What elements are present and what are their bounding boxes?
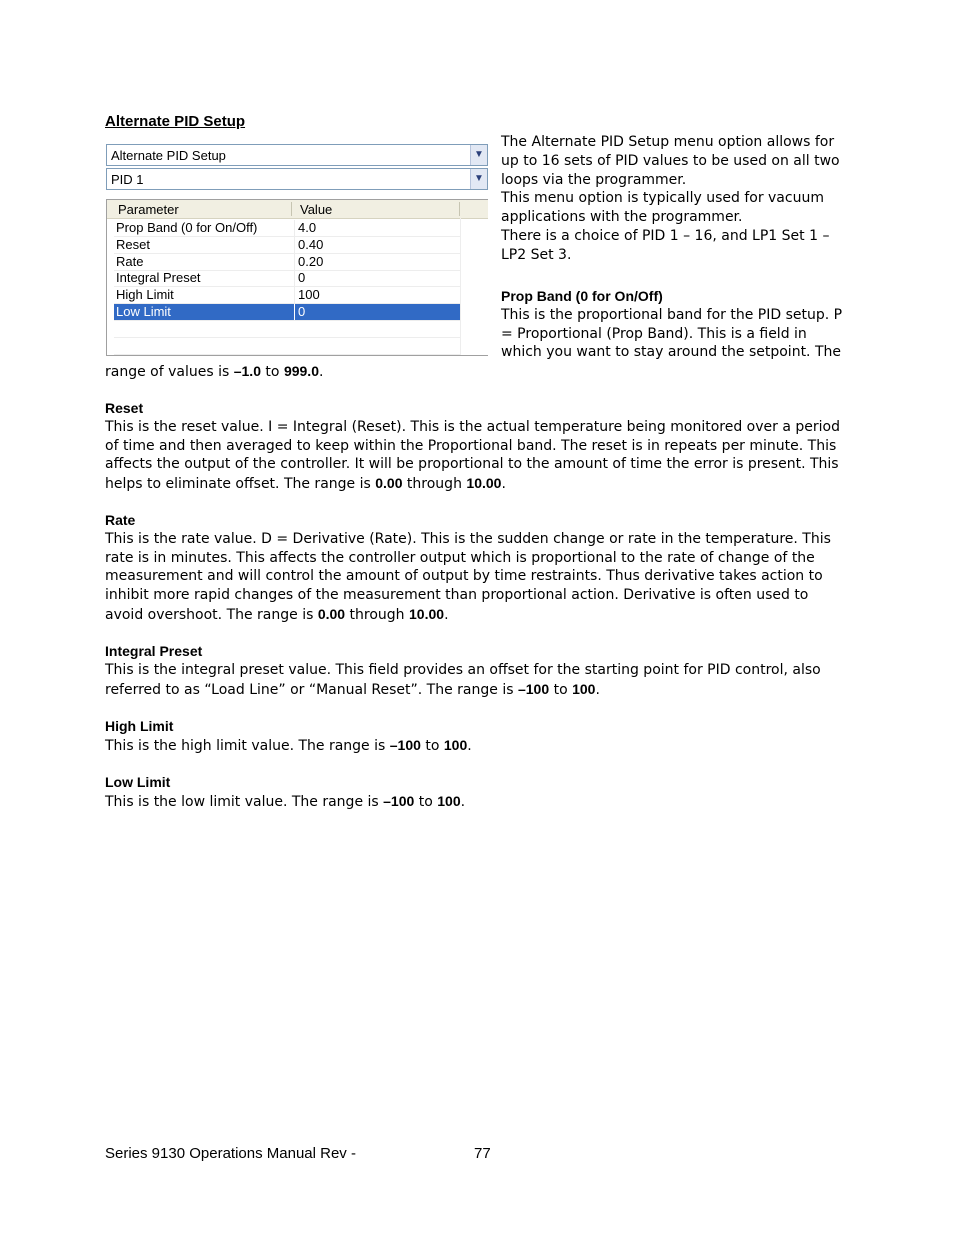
value-cell[interactable]: 0: [298, 270, 306, 285]
range-min: 0.00: [317, 605, 346, 622]
high-limit-section: [105, 717, 850, 756]
range-max: 100: [443, 736, 468, 753]
range-end: .: [467, 737, 472, 754]
range-max: 100: [437, 792, 461, 809]
parameter-grid: [106, 199, 488, 356]
section-heading: Integral Preset: [105, 643, 203, 659]
range-joiner: to: [420, 737, 444, 754]
page-title: Alternate PID Setup: [105, 113, 246, 130]
section-heading: Reset: [105, 400, 144, 416]
intro-paragraph: The Alternate PID Setup menu option allows for up to 16 sets of PID values to be used on all two loops via the programmer.: [501, 134, 840, 188]
range-joiner: through: [402, 476, 467, 493]
table-row-selected[interactable]: [114, 304, 460, 321]
range-end: .: [595, 681, 600, 698]
value-cell[interactable]: 0.40: [298, 237, 324, 252]
value-cell[interactable]: 100: [298, 287, 320, 302]
section-text: This is the high limit value. The range is –100 to 100.: [105, 736, 472, 754]
param-cell: Reset: [116, 237, 150, 252]
grid-header: [107, 200, 488, 219]
table-row[interactable]: [114, 270, 460, 287]
value-cell[interactable]: 4.0: [298, 220, 317, 235]
section-text: This is the rate value. D = Derivative (Rate). This is the sudden change or rate in the temperature. This rate is in minutes. This affects the controller output which is proportional to the rate of change of the measurement and will control the amount of output by time restraints. Thus derivative takes action to inhibit more rapid changes of the measurement than proportional action. Derivative is often used to avoid overshoot. The range is 0.00 through 10.00.: [105, 530, 831, 623]
chevron-down-icon[interactable]: ▼: [470, 145, 487, 165]
section-heading: Prop Band (0 for On/Off): [501, 288, 663, 304]
column-header-parameter[interactable]: Parameter: [118, 202, 179, 217]
range-label: range of values is: [105, 364, 234, 380]
value-cell[interactable]: 0.20: [298, 254, 324, 269]
footer-manual-title: Series 9130 Operations Manual Rev -: [105, 1145, 356, 1162]
table-row[interactable]: [114, 254, 460, 271]
column-line: [460, 218, 461, 355]
range-min: –100: [389, 736, 421, 753]
param-cell: Prop Band (0 for On/Off): [116, 220, 258, 235]
range-joiner: to: [260, 364, 284, 380]
pid-setup-screenshot: [106, 141, 488, 357]
range-min: –100: [517, 680, 550, 697]
range-end: .: [319, 364, 324, 380]
range-max: 100: [572, 680, 596, 697]
range-max: 10.00: [466, 475, 502, 492]
range-end: .: [444, 606, 449, 623]
integral-preset-section: [105, 642, 850, 699]
section-text: This is the reset value. I = Integral (Reset). This is the actual temperature being monitored over a period of time and then averaged to keep within the Proportional band. The reset is in repeats per minute. This affects the output of the controller. It will be proportional to the amount of time the error is present. This helps to eliminate offset. The range is 0.00 through 10.00.: [105, 418, 840, 493]
column-separator[interactable]: [459, 202, 460, 216]
param-cell: Rate: [116, 254, 144, 269]
section-heading: Low Limit: [105, 774, 171, 790]
param-cell: Integral Preset: [116, 270, 201, 285]
chevron-down-icon[interactable]: ▼: [470, 169, 487, 189]
reset-section: [105, 399, 850, 494]
intro-text: [501, 133, 846, 265]
section-text: This is the proportional band for the PID setup. P = Proportional (Prop Band). This is a field in which you want to stay around the setpoint. The: [501, 306, 843, 361]
column-separator[interactable]: [291, 202, 292, 216]
range-min: –1.0: [233, 363, 261, 379]
table-row[interactable]: [114, 287, 460, 304]
param-cell: High Limit: [116, 287, 174, 302]
section-text: This is the low limit value. The range is –100 to 100.: [105, 792, 466, 810]
pid-set-select[interactable]: [106, 168, 488, 190]
range-max: 10.00: [409, 605, 445, 622]
range-min: –100: [383, 792, 415, 809]
range-min: 0.00: [375, 475, 403, 492]
section-heading: High Limit: [105, 718, 174, 734]
prop-band-section: [501, 287, 846, 362]
pid-set-select-value: PID 1: [111, 172, 144, 187]
range-joiner: through: [345, 606, 410, 623]
value-cell[interactable]: 0: [298, 304, 306, 319]
range-end: .: [460, 793, 466, 810]
range-joiner: to: [414, 793, 438, 810]
range-joiner: to: [549, 681, 573, 698]
range-end: .: [501, 476, 506, 493]
section-heading: Rate: [105, 512, 136, 528]
menu-select[interactable]: [106, 144, 488, 166]
intro-paragraph: There is a choice of PID 1 – 16, and LP1 Set 1 – LP2 Set 3.: [501, 227, 830, 263]
intro-paragraph: This menu option is typically used for vacuum applications with the programmer.: [501, 190, 824, 226]
section-text: This is the integral preset value. This field provides an offset for the starting point for PID control, also referred to as “Load Line” or “Manual Reset”. The range is –100 to 100.: [105, 661, 821, 698]
range-max: 999.0: [283, 363, 319, 379]
column-header-value[interactable]: Value: [300, 202, 333, 217]
table-row-empty[interactable]: [114, 338, 460, 355]
param-cell: Low Limit: [116, 304, 171, 319]
footer-page-number: 77: [474, 1145, 491, 1162]
rate-section: [105, 511, 850, 625]
table-row-empty[interactable]: [114, 321, 460, 338]
menu-select-value: Alternate PID Setup: [111, 148, 226, 163]
table-row[interactable]: [114, 220, 460, 237]
table-row[interactable]: [114, 237, 460, 254]
low-limit-section: [105, 773, 850, 812]
prop-band-range: [105, 362, 323, 382]
